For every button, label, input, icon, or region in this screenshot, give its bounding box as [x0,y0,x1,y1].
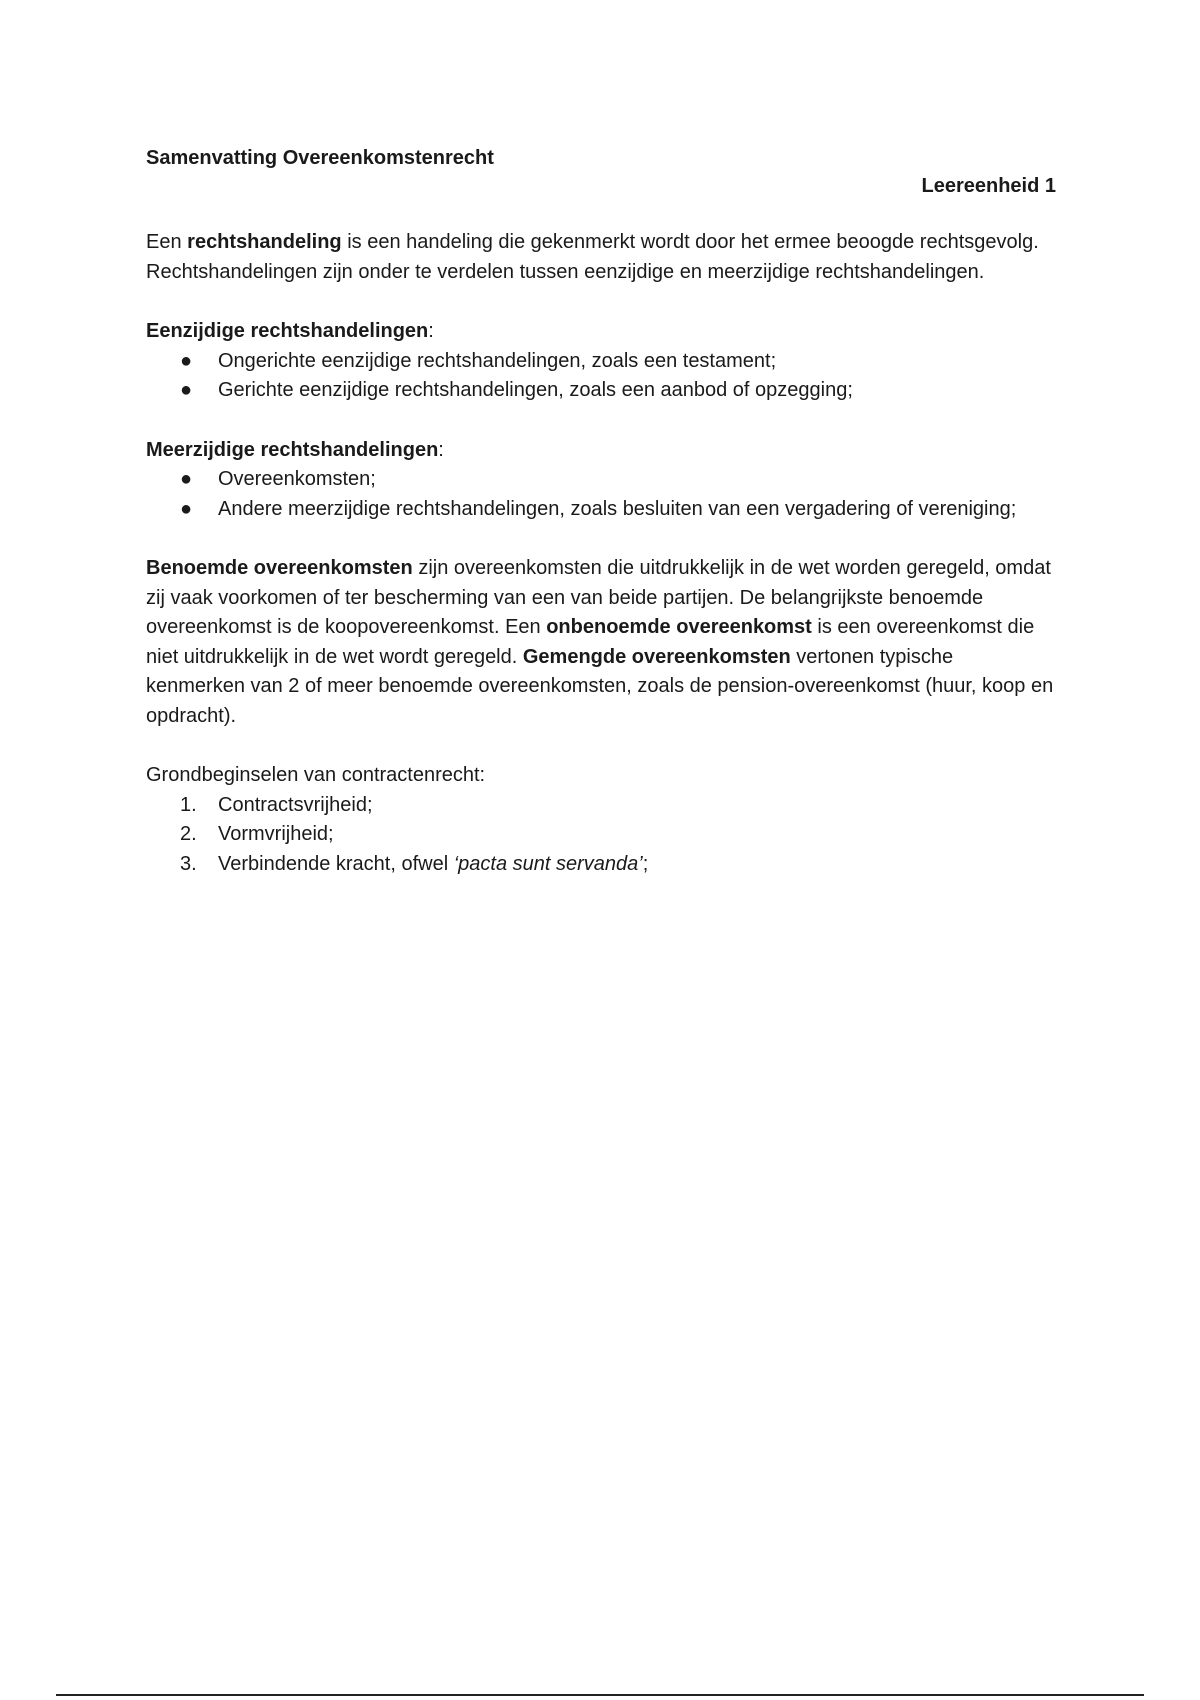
eenzijdig-list [146,347,1056,406]
list-item-text: Gerichte eenzijdige rechtshandelingen, zoals een aanbod of opzegging; [218,379,853,401]
document-page [146,144,1056,879]
meerzijdig-list [146,465,1056,524]
latin-phrase: ‘pacta sunt servanda’ [453,852,643,875]
list-item-text: Andere meerzijdige rechtshandelingen, zoals besluiten van een vergadering of vereniging; [218,497,1017,520]
intro-text-1: Een [146,231,188,253]
intro-paragraph [146,228,1056,287]
intro-text-2: is een handeling die gekenmerkt wordt door het ermee beoogde rechtsgevolg. Rechtshandelingen zijn onder te verdelen tussen eenzijdige en meerzijdige rechtshandelingen. [146,231,1039,283]
list-item-text: Ongerichte eenzijdige rechtshandelingen, zoals een testament; [218,349,777,372]
list-item-tail: ; [642,852,649,875]
term-rechtshandeling: rechtshandeling [187,231,342,253]
list-item [146,850,1056,880]
list-item [146,495,1056,525]
term-onbenoemde: onbenoemde overeenkomst [546,616,812,638]
list-number: 3. [180,852,197,875]
list-item [146,791,1056,821]
list-item-text: Contractsvrijheid; [218,793,373,816]
list-item [146,376,1056,406]
list-item-text: Vormvrijheid; [218,823,334,845]
list-number: 2. [180,823,197,845]
page-bottom-rule [56,1694,1144,1696]
list-number: 1. [180,793,197,816]
colon: : [438,438,444,461]
document-title: Samenvatting Overeenkomstenrecht [146,147,494,169]
benoemd-text-3: vertonen typische kenmerken van 2 of meer benoemde overeenkomsten, zoals de pension-overeenkomst (huur, koop en opdracht). [146,645,1054,727]
benoemd-text-2: is een overeenkomst die niet uitdrukkelijk in de wet wordt geregeld. [146,616,1035,668]
eenzijdig-heading-text: Eenzijdige rechtshandelingen [146,320,429,342]
term-gemengde: Gemengde overeenkomsten [522,645,791,668]
list-item-text: Verbindende kracht, ofwel [218,852,454,875]
eenzijdig-heading [146,317,1056,347]
term-benoemde: Benoemde overeenkomsten [146,557,413,579]
grond-heading: Grondbeginselen van contractenrecht: [146,764,486,786]
benoemde-paragraph [146,554,1056,731]
colon: : [428,320,434,342]
grond-list [146,791,1056,880]
list-item-text: Overeenkomsten; [218,468,376,490]
list-item [146,347,1056,377]
list-item [146,465,1056,495]
bullet-icon: ● [180,497,193,520]
unit-label: Leereenheid 1 [921,175,1056,197]
bullet-icon: ● [180,349,193,372]
meerzijdig-heading-text: Meerzijdige rechtshandelingen [146,438,439,461]
list-item [146,820,1056,850]
bullet-icon: ● [180,468,193,490]
benoemd-text-1: zijn overeenkomsten die uitdrukkelijk in de wet worden geregeld, omdat zij vaak voorkomen of ter bescherming van een van beide partijen. De belangrijkste benoemde overeenkomst is de koopovereenkomst. Een [146,557,1051,638]
bullet-icon: ● [180,379,193,401]
meerzijdig-heading [146,436,1056,466]
